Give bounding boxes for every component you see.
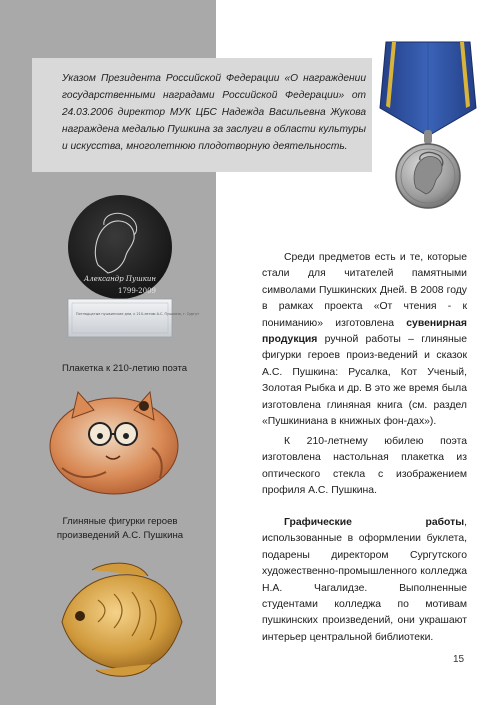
- graphic-works-bold: Графические работы: [284, 517, 465, 528]
- pushkin-medal-image: [372, 38, 484, 208]
- clay-cat-image: [42, 388, 182, 498]
- paragraph-graphic-works: Графические работы, использованные в оформлении буклета, подарены директором Сургутского художественно-промышленного колледжа Н.А. Чагалидзе. Выполненные студентами колледжа по мотивам пушкинских произведений, они украшают интерьер центральной библиотеки.: [262, 517, 467, 643]
- clay-fish-image: [52, 560, 188, 680]
- page-number: 15: [453, 654, 465, 665]
- plaque-signature: Александр Пушкин: [84, 275, 157, 283]
- paragraph-souvenirs: Среди предметов есть и те, которые стали для читателей памятными символами Пушкинских Дней. В 2008 году в рамках проекта «От чтения - к пониманию» изготовлена сувенирная продукция ручной работы – глиняные фигурки героев произ-ведений и сказок А.С. Пушкина: Русалка, Кот Ученый, Золотая Рыбка и др. В это же время была изготовлена глиняная книга (см. раздел «Пушкиниана в книжных фон-дах»).: [262, 252, 467, 428]
- plaque-image: [58, 195, 200, 345]
- figures-caption: Глиняные фигурки героев произведений А.С. Пушкина: [56, 516, 184, 541]
- paragraph-plaque: К 210-летнему юбилею поэта изготовлена настольная плакетка из оптического стекла с изображением профиля А.С. Пушкина.: [262, 436, 467, 497]
- plaque-base-text: Пятнадцатые пушкинские дни, к 210-летию А.С. Пушкина, г. Сургут: [76, 312, 200, 316]
- souvenir-production-bold: сувенирная продукция: [262, 317, 467, 346]
- plaque-years: 1799-2009: [118, 287, 156, 295]
- decree-text: Указом Президента Российской Федерации «О награждении государственными наградами Российской Федерации» от 24.03.2006 директор МУК ЦБС Надежда Васильевна Жукова награждена медалью Пушкина за заслуги в области культуры и искусства, многолетнюю плодотворную деятельность.: [62, 73, 366, 152]
- plaque-caption: Плакетка к 210-летию поэта: [62, 363, 188, 374]
